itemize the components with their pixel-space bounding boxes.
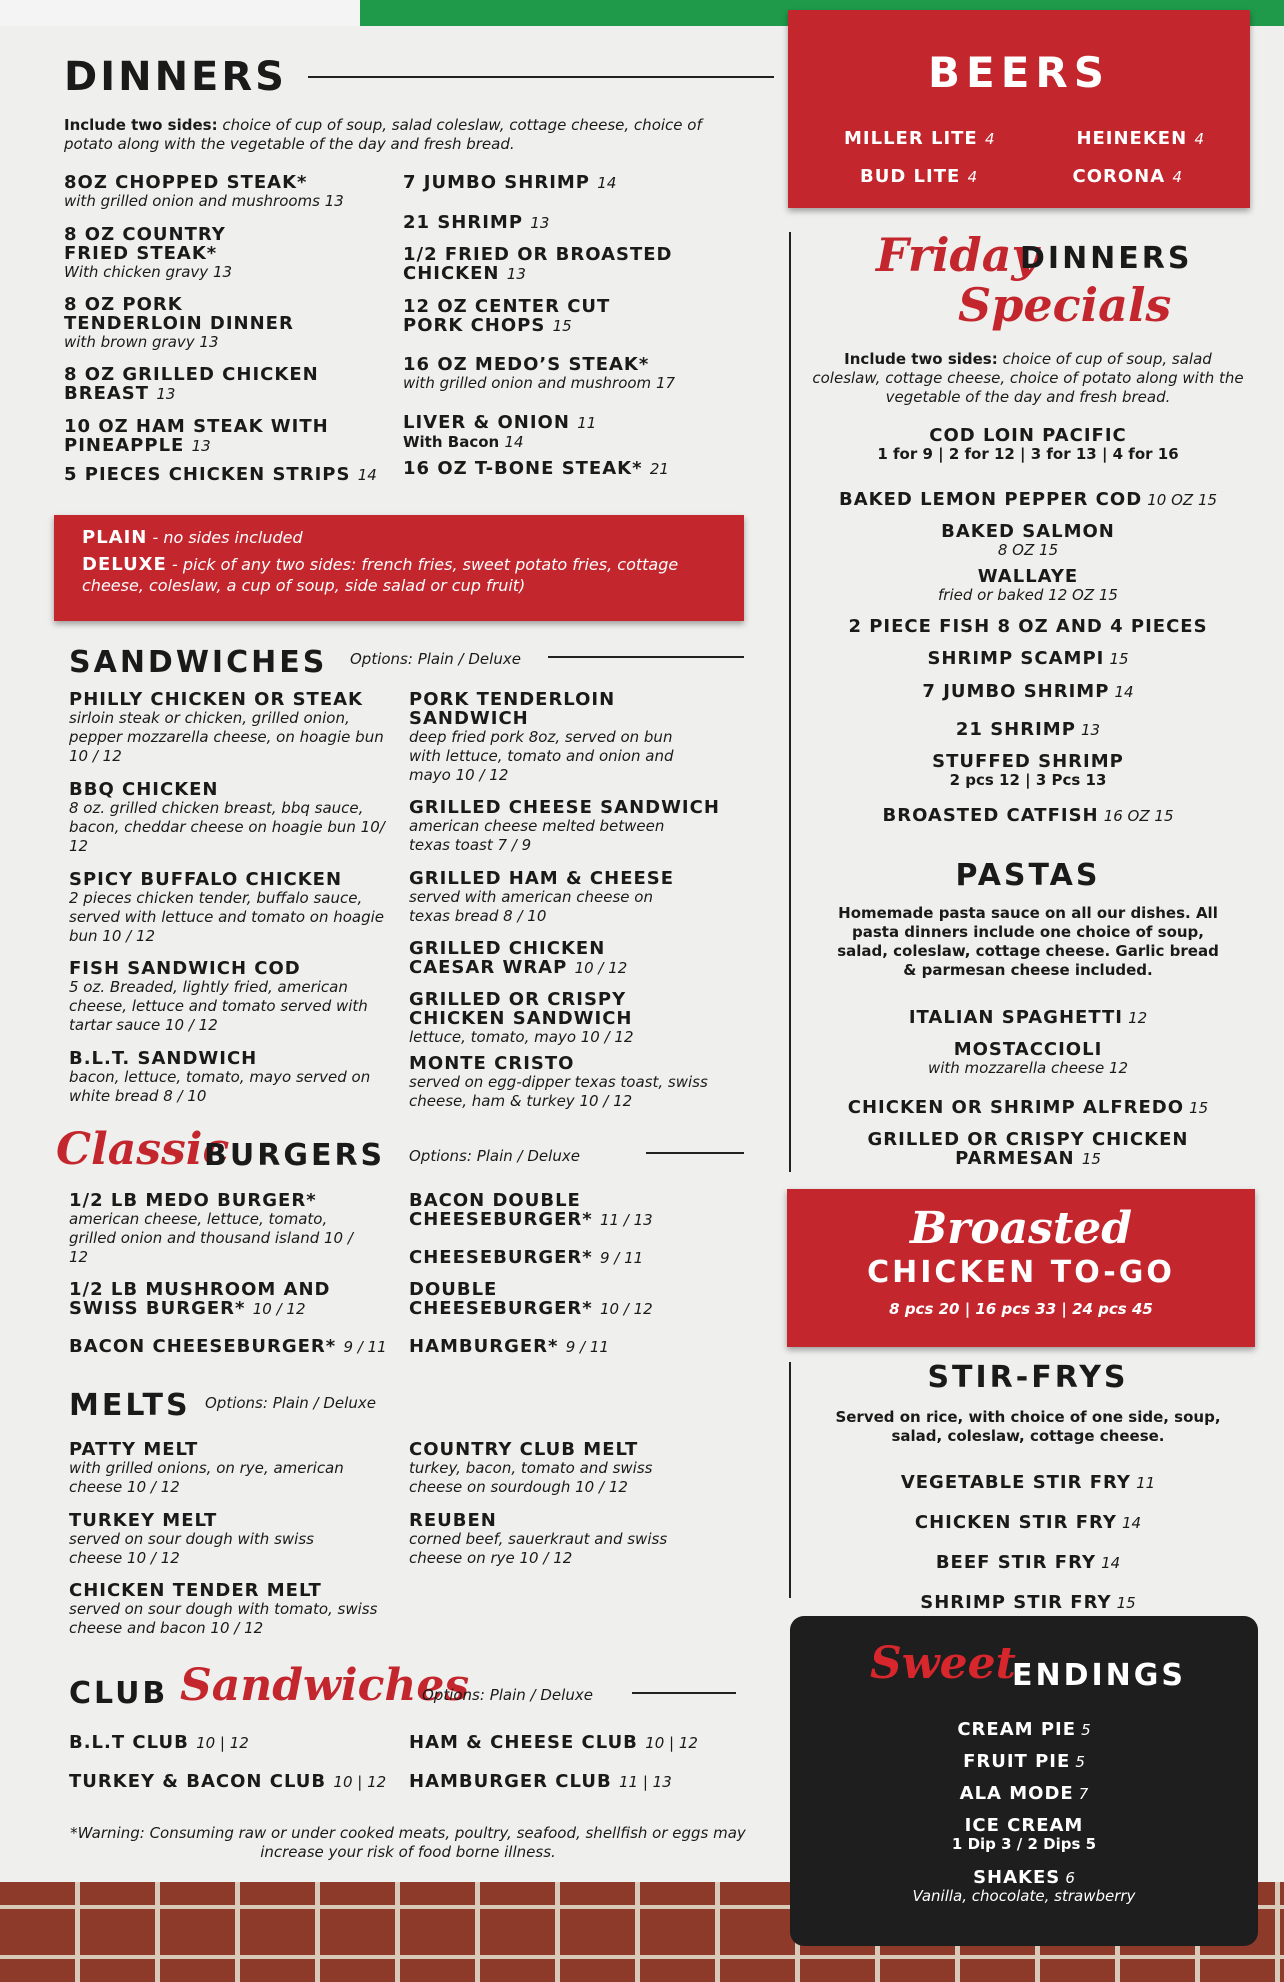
menu-item: 21 SHRIMP 13: [403, 212, 550, 233]
dinners-intro: Include two sides: choice of cup of soup, salad coleslaw, cottage cheese, choice of potato along with the vegetable of the day and fresh bread.: [64, 116, 702, 153]
menu-item: TURKEY & BACON CLUB 10 | 12: [69, 1771, 387, 1792]
menu-item: 8 OZ GRILLED CHICKEN BREAST 13: [64, 364, 319, 404]
menu-item: 1/2 LB MEDO BURGER* american cheese, lettuce, tomato, grilled onion and thousand island 10 / 12: [69, 1190, 353, 1266]
burgers-title: BURGERS: [204, 1138, 386, 1173]
menu-item: BACON DOUBLE CHEESEBURGER* 11 / 13: [409, 1190, 653, 1230]
club-script: Sandwiches: [180, 1660, 470, 1711]
pastas-items: [812, 1008, 1244, 1169]
beers-box: [788, 10, 1250, 208]
menu-item: BROASTED CATFISH 16 OZ 15: [882, 805, 1174, 826]
menu-item: CHEESEBURGER* 9 / 11: [409, 1247, 644, 1268]
burgers-col-left: [69, 1191, 389, 1357]
menu-item: SHRIMP STIR FRY 15: [920, 1592, 1136, 1613]
dinners-rule: [308, 76, 774, 78]
menu-item: 1/2 LB MUSHROOM AND SWISS BURGER* 10 / 12: [69, 1279, 331, 1319]
burgers-script: Classic: [56, 1124, 230, 1175]
menu-item: REUBEN corned beef, sauerkraut and swiss cheese on rye 10 / 12: [409, 1510, 668, 1567]
beer-item: HEINEKEN 4: [1076, 128, 1204, 149]
menu-item: BBQ CHICKEN 8 oz. grilled chicken breast, bbq sauce, bacon, cheddar cheese on hoagie bun 10/ 12: [69, 779, 385, 855]
beer-item: BUD LITE 4: [860, 166, 978, 187]
dinners-title: DINNERS: [64, 54, 287, 100]
menu-item: BACON CHEESEBURGER* 9 / 11: [69, 1336, 387, 1357]
friday-script: Friday: [876, 228, 1039, 282]
pastas-intro: Homemade pasta sauce on all our dishes. All pasta dinners include one choice of soup, salad, coleslaw, cottage cheese. Garlic bread & parmesan cheese included.: [837, 904, 1219, 979]
menu-item: BEEF STIR FRY 14: [935, 1552, 1121, 1573]
menu-item: LIVER & ONION 11 With Bacon 14: [403, 412, 597, 451]
menu-item: VEGETABLE STIR FRY 11: [900, 1472, 1156, 1493]
stirfry-intro: Served on rice, with choice of one side, soup, salad, coleslaw, cottage cheese.: [835, 1408, 1221, 1445]
melts-col-right: [409, 1440, 744, 1568]
friday-title: DINNERS: [1020, 241, 1193, 276]
menu-item: BAKED LEMON PEPPER COD 10 OZ 15: [838, 489, 1218, 510]
cod-loin-item: COD LOIN PACIFIC 1 for 9 | 2 for 12 | 3 for 13 | 4 for 16: [877, 425, 1179, 463]
sandwiches-title: SANDWICHES: [69, 645, 328, 680]
menu-item: SHRIMP SCAMPI 15: [927, 648, 1129, 669]
beers-list: [844, 120, 1204, 196]
top-accent-white: [0, 0, 360, 26]
melts-col-left: [69, 1440, 389, 1638]
sandwiches-col-right: [409, 690, 744, 1111]
menu-item: SHAKES 6 Vanilla, chocolate, strawberry: [912, 1867, 1136, 1905]
menu-item: FISH SANDWICH COD 5 oz. Breaded, lightly fried, american cheese, lettuce and tomato served with tartar sauce 10 / 12: [69, 958, 368, 1034]
menu-item: 10 OZ HAM STEAK WITH PINEAPPLE 13: [64, 416, 329, 456]
club-title: CLUB: [69, 1676, 169, 1711]
menu-item: 8 OZ PORK TENDERLOIN DINNER with brown gravy 13: [64, 294, 294, 351]
beers-title: BEERS: [928, 48, 1110, 97]
broasted-script: Broasted: [909, 1203, 1133, 1254]
burgers-options: Options: Plain / Deluxe: [409, 1147, 580, 1165]
menu-item: 16 OZ MEDO’S STEAK* with grilled onion and mushroom 17: [403, 354, 676, 392]
sandwiches-col-left: [69, 690, 389, 1106]
melts-options: Options: Plain / Deluxe: [205, 1394, 376, 1412]
broasted-prices: 8 pcs 20 | 16 pcs 33 | 24 pcs 45: [889, 1300, 1153, 1318]
right-column-rule: [789, 232, 791, 1172]
friday-items: [800, 490, 1256, 825]
menu-item: 1/2 FRIED OR BROASTED CHICKEN 13: [403, 244, 673, 284]
menu-item: DOUBLE CHEESEBURGER* 10 / 12: [409, 1279, 653, 1319]
broasted-box: [787, 1189, 1255, 1347]
sandwiches-options: Options: Plain / Deluxe: [350, 650, 521, 668]
menu-item: GRILLED CHICKEN CAESAR WRAP 10 / 12: [409, 938, 628, 978]
beer-item: MILLER LITE 4: [844, 128, 995, 149]
menu-item: ITALIAN SPAGHETTI 12: [908, 1007, 1148, 1028]
sweet-endings-box: [790, 1616, 1258, 1946]
menu-item: CREAM PIE 5: [957, 1719, 1091, 1740]
menu-item: BAKED SALMON 8 OZ 15: [941, 521, 1115, 559]
menu-item: HAM & CHEESE CLUB 10 | 12: [409, 1732, 698, 1753]
pastas-title: PASTAS: [955, 858, 1101, 893]
menu-item: PORK TENDERLOIN SANDWICH deep fried pork 8oz, served on bun with lettuce, tomato and onion and mayo 10 / 12: [409, 689, 674, 784]
menu-item: 5 PIECES CHICKEN STRIPS 14: [64, 464, 377, 485]
dinners-col-left: [64, 173, 394, 485]
sweet-items: [790, 1720, 1258, 1906]
menu-item: B.L.T. SANDWICH bacon, lettuce, tomato, mayo served on white bread 8 / 10: [69, 1048, 371, 1105]
menu-item: WALLAYE fried or baked 12 OZ 15: [938, 566, 1118, 604]
menu-item: CHICKEN STIR FRY 14: [914, 1512, 1142, 1533]
menu-item: TURKEY MELT served on sour dough with swiss cheese 10 / 12: [69, 1510, 314, 1567]
burgers-rule: [646, 1152, 744, 1154]
menu-item: MOSTACCIOLI with mozzarella cheese 12: [927, 1039, 1129, 1077]
menu-item: PHILLY CHICKEN OR STEAK sirloin steak or chicken, grilled onion, pepper mozzarella cheese, on hoagie bun 10 / 12: [69, 689, 384, 765]
menu-item: FRUIT PIE 5: [963, 1751, 1085, 1772]
menu-item: ALA MODE 7: [959, 1783, 1089, 1804]
friday-intro: Include two sides: choice of cup of soup, salad coleslaw, cottage cheese, choice of potato along with the vegetable of the day and fresh bread.: [812, 350, 1244, 406]
health-warning: *Warning: Consuming raw or under cooked meats, poultry, seafood, shellfish or eggs may increase your risk of food borne illness.: [70, 1824, 746, 1861]
sandwiches-rule: [548, 656, 744, 658]
menu-item: 21 SHRIMP 13: [955, 719, 1101, 740]
menu-item: 7 JUMBO SHRIMP 14: [403, 172, 617, 193]
specials-script: Specials: [958, 278, 1172, 332]
menu-item: 7 JUMBO SHRIMP 14: [922, 681, 1134, 702]
club-rule: [632, 1692, 736, 1694]
menu-item: GRILLED OR CRISPY CHICKEN SANDWICH lettuce, tomato, mayo 10 / 12: [409, 989, 634, 1046]
menu-item: HAMBURGER* 9 / 11: [409, 1336, 609, 1357]
club-options: Options: Plain / Deluxe: [422, 1686, 593, 1704]
menu-item: ICE CREAM 1 Dip 3 / 2 Dips 5: [951, 1815, 1097, 1853]
menu-item: MONTE CRISTO served on egg-dipper texas toast, swiss cheese, ham & turkey 10 / 12: [409, 1053, 708, 1110]
sweet-script: Sweet: [870, 1638, 1016, 1689]
melts-title: MELTS: [69, 1388, 191, 1423]
menu-item: COUNTRY CLUB MELT turkey, bacon, tomato and swiss cheese on sourdough 10 / 12: [409, 1439, 653, 1496]
right-column-rule-2: [789, 1362, 791, 1598]
club-col-left: [69, 1733, 399, 1792]
menu-item: 16 OZ T-BONE STEAK* 21: [403, 458, 669, 479]
stirfry-title: STIR-FRYS: [927, 1360, 1129, 1395]
menu-item: PATTY MELT with grilled onions, on rye, american cheese 10 / 12: [69, 1439, 344, 1496]
broasted-title: CHICKEN TO-GO: [867, 1255, 1175, 1290]
beer-item: CORONA 4: [1072, 166, 1182, 187]
sweet-title: ENDINGS: [1012, 1658, 1187, 1693]
dinners-col-right: [403, 173, 743, 479]
menu-item: GRILLED OR CRISPY CHICKEN PARMESAN 15: [867, 1129, 1189, 1169]
burgers-col-right: [409, 1191, 744, 1357]
menu-item: 8 OZ COUNTRY FRIED STEAK* With chicken gravy 13: [64, 224, 233, 281]
stirfry-items: [812, 1463, 1244, 1623]
menu-item: B.L.T CLUB 10 | 12: [69, 1732, 249, 1753]
menu-item: 2 PIECE FISH 8 OZ AND 4 PIECES: [848, 616, 1208, 637]
menu-item: GRILLED HAM & CHEESE served with american cheese on texas bread 8 / 10: [409, 868, 675, 925]
menu-item: CHICKEN OR SHRIMP ALFREDO 15: [847, 1097, 1209, 1118]
menu-item: STUFFED SHRIMP 2 pcs 12 | 3 Pcs 13: [932, 751, 1124, 789]
menu-item: 8OZ CHOPPED STEAK* with grilled onion and mushrooms 13: [64, 172, 344, 210]
club-col-right: [409, 1733, 744, 1792]
menu-item: CHICKEN TENDER MELT served on sour dough with tomato, swiss cheese and bacon 10 / 12: [69, 1580, 378, 1637]
menu-item: GRILLED CHEESE SANDWICH american cheese melted between texas toast 7 / 9: [409, 797, 720, 854]
options-box: PLAIN - no sides included DELUXE - pick of any two sides: french fries, sweet potato fries, cottage cheese, coleslaw, a cup of soup, side salad or cup fruit): [54, 515, 744, 621]
menu-item: SPICY BUFFALO CHICKEN 2 pieces chicken tender, buffalo sauce, served with lettuce and tomato on hoagie bun 10 / 12: [69, 869, 385, 945]
menu-item: 12 OZ CENTER CUT PORK CHOPS 15: [403, 296, 611, 336]
menu-item: HAMBURGER CLUB 11 | 13: [409, 1771, 672, 1792]
